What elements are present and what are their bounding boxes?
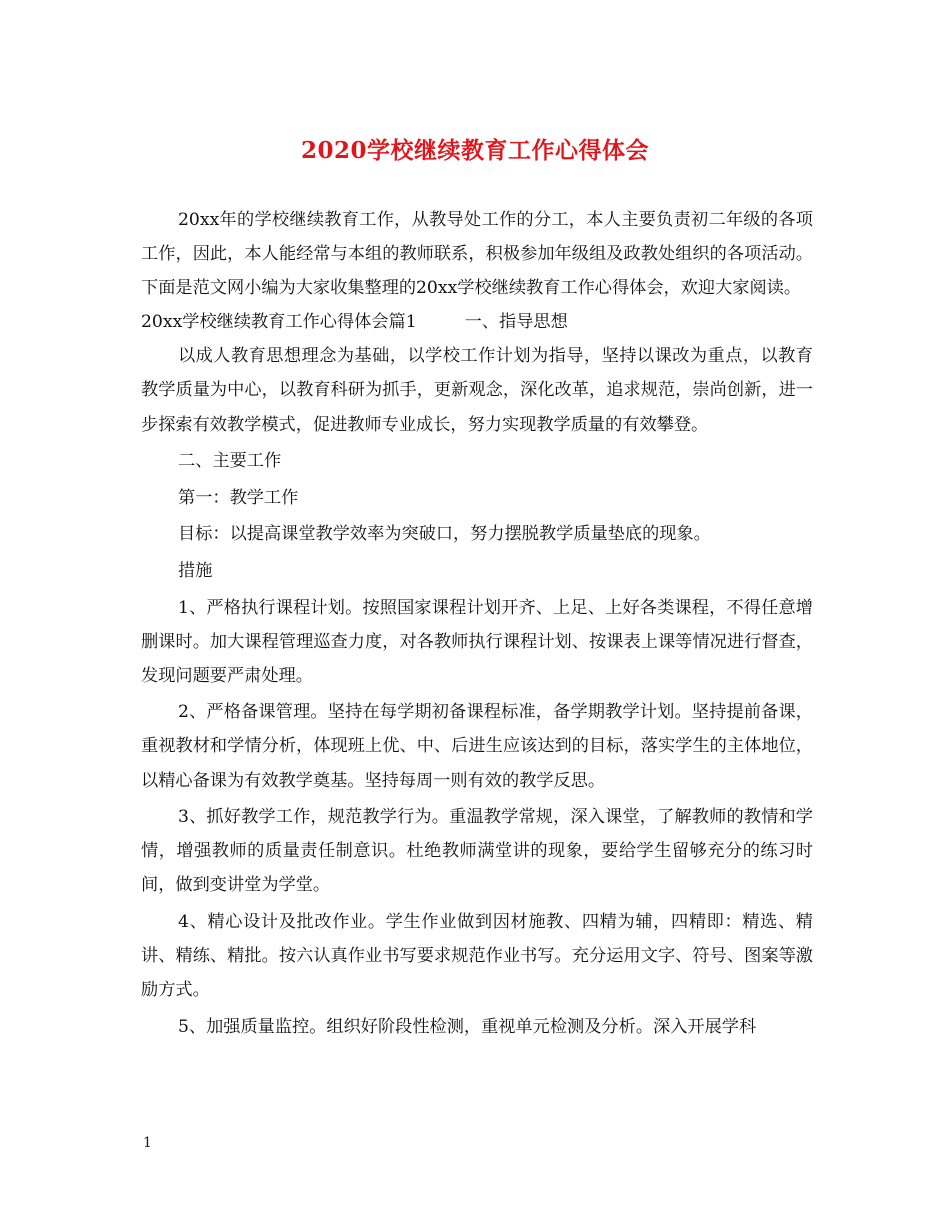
article-heading: 20xx学校继续教育工作心得体会篇1	[141, 312, 417, 333]
section1-heading: 一、指导思想	[464, 312, 568, 333]
subsection1-heading: 第一：教学工作	[178, 487, 299, 508]
page-number: 1	[143, 1135, 152, 1151]
document-title: 2020学校继续教育工作心得体会	[300, 137, 649, 164]
list-item: 4、精心设计及批改作业。学生作业做到因材施教、四精为辅，四精即：精选、精讲、精练、精批。按六认真作业书写要求规范作业书写。充分运用文字、符号、图案等激励方式。	[141, 911, 813, 1001]
section2-heading: 二、主要工作	[178, 451, 282, 472]
goal-paragraph: 目标：以提高课堂教学效率为突破口，努力摆脱教学质量垫底的现象。	[178, 524, 711, 545]
article-heading-line	[141, 305, 813, 339]
list-item: 5、加强质量监控。组织好阶段性检测，重视单元检测及分析。深入开展学科	[178, 1016, 757, 1037]
list-item: 3、抓好教学工作，规范教学行为。重温教学常规，深入课堂，了解教师的教情和学情，增强教师的质量责任制意识。杜绝教师满堂讲的现象，要给学生留够充分的练习时间，做到变讲堂为学堂。	[141, 807, 813, 896]
intro-paragraph: 20xx年的学校继续教育工作，从教导处工作的分工，本人主要负责初二年级的各项工作，因此，本人能经常与本组的教师联系，积极参加年级组及政教处组织的各项活动。下面是范文网小编为大家收集整理的20xx学校继续教育工作心得体会，欢迎大家阅读。	[141, 210, 813, 299]
list-item: 2、严格备课管理。坚持在每学期初备课程标准，备学期教学计划。坚持提前备课，重视教材和学情分析，体现班上优、中、后进生应该达到的目标，落实学生的主体地位，以精心备课为有效教学奠基。坚持每周一则有效的教学反思。	[141, 702, 813, 791]
document-body	[141, 203, 813, 1046]
list-item: 1、严格执行课程计划。按照国家课程计划开齐、上足、上好各类课程，不得任意增删课时。加大课程管理巡查力度，对各教师执行课程计划、按课表上课等情况进行督查，发现问题要严肃处理。	[141, 597, 813, 686]
section1-paragraph: 以成人教育思想理念为基础，以学校工作计划为指导，坚持以课改为重点，以教育教学质量为中心，以教育科研为抓手，更新观念，深化改革，追求规范，崇尚创新，进一步探索有效教学模式，促进教师专业成长，努力实现教学质量的有效攀登。	[141, 346, 813, 435]
measures-heading: 措施	[178, 560, 213, 581]
